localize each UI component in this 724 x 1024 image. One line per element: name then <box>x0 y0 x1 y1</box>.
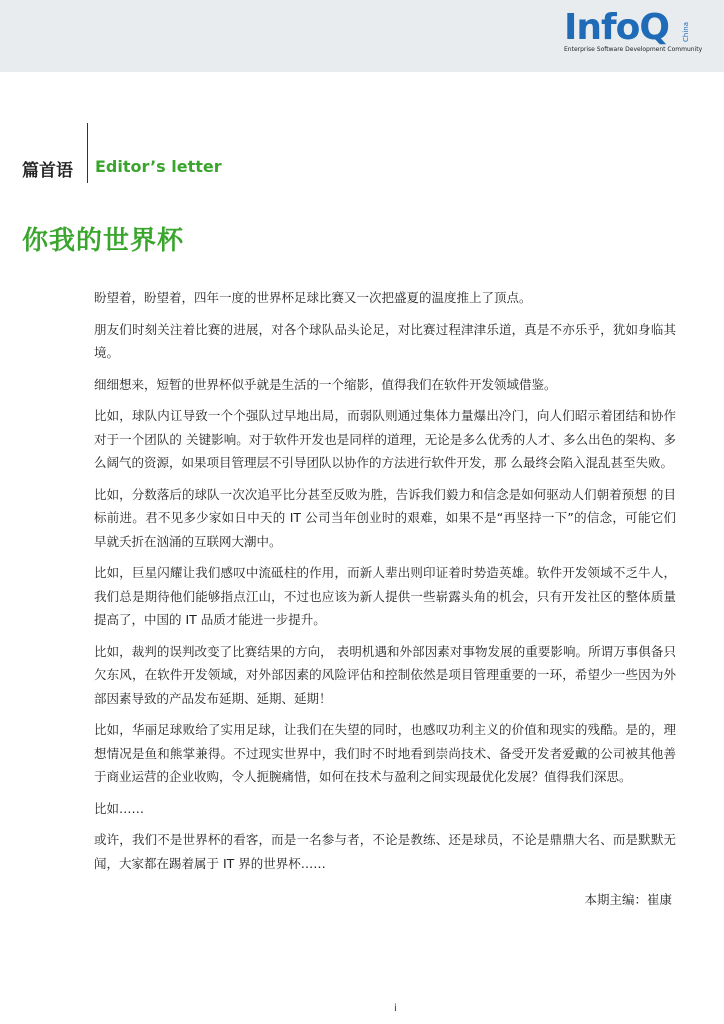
page-number: i <box>394 1003 397 1014</box>
logo-tagline: Enterprise Software Development Community <box>564 46 703 53</box>
section-label-cn: 篇首语 <box>22 161 73 181</box>
paragraph: 比如，华丽足球败给了实用足球，让我们在失望的同时，也感叹功利主义的价值和现实的残酷。是的，理想情况是鱼和熊掌兼得。不过现实世界中，我们时不时地看到崇尚技术、备受开发者爱戴的公司被其他善于商业运营的企业收购，令人扼腕痛惜，如何在技术与盈利之间实现最优化发展？值得我们深思。 <box>94 722 676 784</box>
paragraph: 朋友们时刻关注着比赛的进展，对各个球队品头论足，对比赛过程津津乐道，真是不亦乐乎，犹如身临其境。 <box>94 321 676 360</box>
section-label-en: Editor’s letter <box>95 157 222 176</box>
paragraph: 比如，裁判的误判改变了比赛结果的方向， 表明机遇和外部因素对事物发展的重要影响。所谓万事俱备只欠东风，在软件开发领域，对外部因素的风险评估和控制依然是项目管理重要的一环，希望少一些因为外部因素导致的产品发布延期、延期、延期！ <box>94 643 676 706</box>
infoq-logo[interactable] <box>564 6 703 62</box>
header-band <box>0 0 724 72</box>
logo-wordmark: InfoQ <box>564 7 670 48</box>
section-divider <box>87 123 88 183</box>
paragraph: 比如，球队内讧导致一个个强队过早地出局，而弱队则通过集体力量爆出冷门，向人们昭示着团结和协作对于一个团队的 关键影响。对于软件开发也是同样的道理，无论是多么优秀的人才、多么出色的架构、多么阔气的资源，如果项目管理层不引导团队以协作的方法进行软件开发，那 么最终会陷入混乱甚至失败。 <box>94 408 676 470</box>
paragraph: 或许，我们不是世界杯的看客，而是一名参与者，不论是教练、还是球员，不论是鼎鼎大名、而是默默无闻，大家都在踢着属于 IT 界的世界杯…… <box>94 832 676 871</box>
paragraph: 盼望着，盼望着，四年一度的世界杯足球比赛又一次把盛夏的温度推上了顶点。 <box>94 290 532 305</box>
article-title: 你我的世界杯 <box>22 226 185 256</box>
article-body <box>94 286 676 883</box>
paragraph: 比如，巨星闪耀让我们感叹中流砥柱的作用，而新人辈出则印证着时势造英雄。软件开发领域不乏牛人，我们总是期待他们能够指点江山，不过也应该为新人提供一些崭露头角的机会，只有开发社区的整体质量提高了，中国的 IT 品质才能进一步提升。 <box>94 565 676 627</box>
editor-signature: 本期主编：崔康 <box>584 892 672 907</box>
logo-region: China <box>682 22 690 42</box>
paragraph: 比如…… <box>94 800 145 816</box>
paragraph: 细细想来，短暂的世界杯似乎就是生活的一个缩影，值得我们在软件开发领域借鉴。 <box>94 376 557 392</box>
paragraph: 比如，分数落后的球队一次次追平比分甚至反败为胜，告诉我们毅力和信念是如何驱动人们朝着预想 的目标前进。君不见多少家如日中天的 IT 公司当年创业时的艰难，如果不是“再坚持一下”的信念，可能它们早就夭折在汹涌的互联网大潮中。 <box>94 486 676 549</box>
